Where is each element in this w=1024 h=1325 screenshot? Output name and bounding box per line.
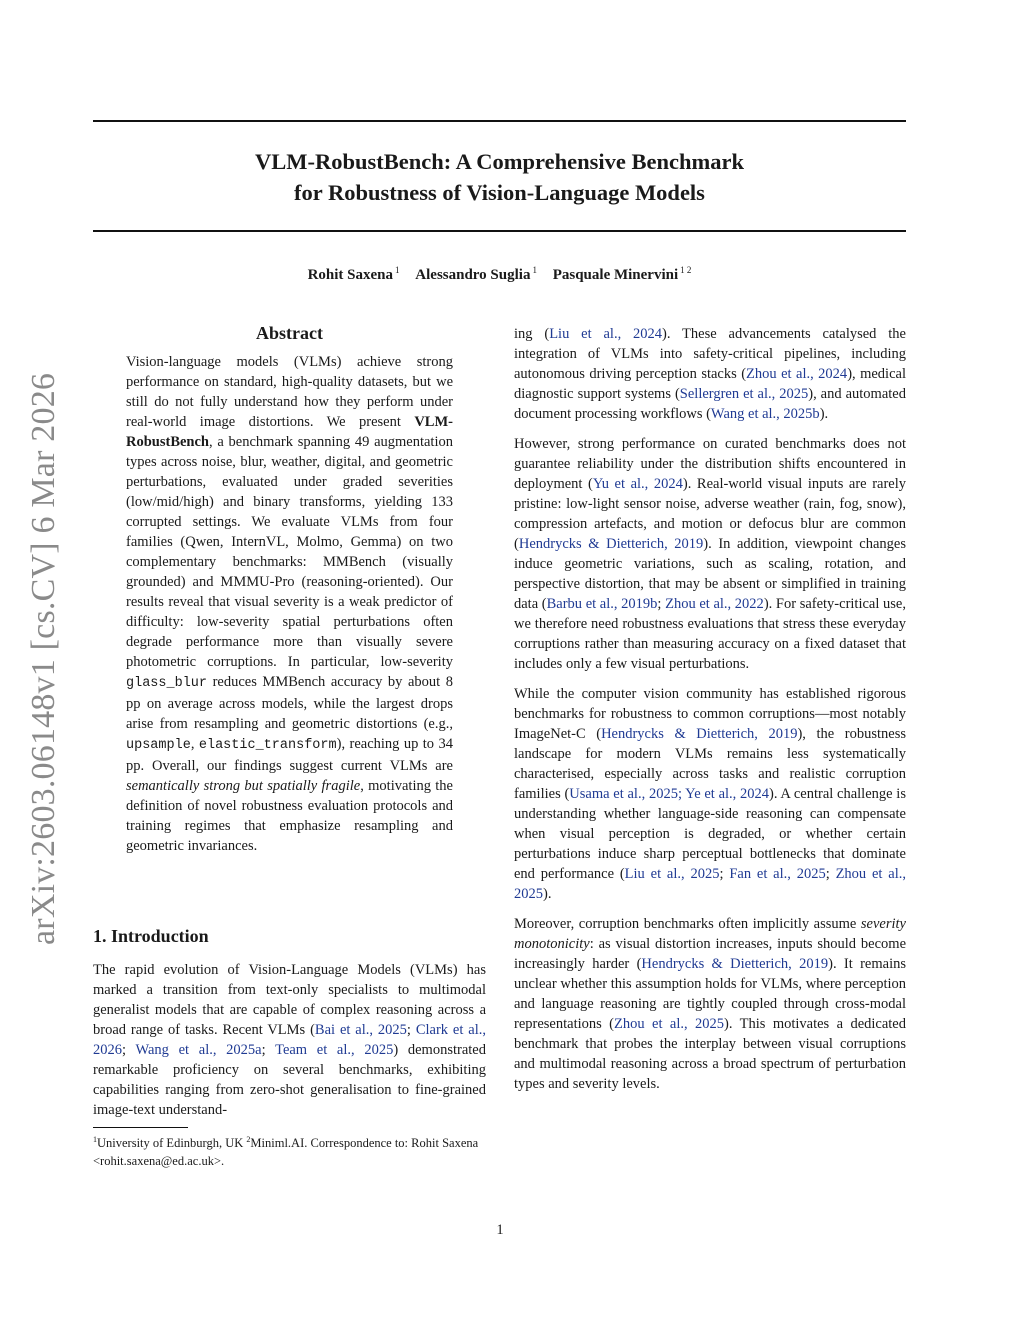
author-affiliation: 1 <box>395 265 400 275</box>
citation-link[interactable]: Usama et al., 2025; Ye et al., 2024 <box>569 786 770 802</box>
abstract-section <box>126 320 453 856</box>
intro-paragraph-1: The rapid evolution of Vision-Language Models (VLMs) has marked a transition from text-only specialists to multimodal generalist models that are capable of complex reasoning across a broad range of tasks. Recent VLMs (Bai et al., 2025; Clark et al., 2026; Wang et al., 2025a; Team et al., 2025) demonstrated remarkable proficiency on several benchmarks, exhibiting capabilities ranging from zero-shot generalisation to fine-grained image-text understand- <box>93 962 486 1118</box>
citation-link[interactable]: Bai et al., 2025 <box>314 1022 407 1038</box>
citation-link[interactable]: Wang et al., 2025b <box>710 406 820 422</box>
citation-link[interactable]: Fan et al., 2025 <box>729 866 826 882</box>
citation-link[interactable]: Liu et al., 2024 <box>549 326 663 342</box>
intro-paragraph-3: While the computer vision community has established rigorous benchmarks for robustness to common corruptions—most notably ImageNet-C (Hendrycks & Dietterich, 2019), the robustness landscape for modern VLMs remains less systematically characterised, especially across tasks and realistic corruption families (Usama et al., 2025; Ye et al., 2024). A central challenge is understanding whether language-side reasoning can compensate when visual perception is degraded, or whether certain perturbations induce sharp perceptual bottlenecks that dominate end performance (Liu et al., 2025; Fan et al., 2025; Zhou et al., 2025). <box>514 686 906 902</box>
intro-paragraph-1-continued: ing (Liu et al., 2024). These advancements catalysed the integration of VLMs into safety-critical pipelines, including autonomous driving perception stacks (Zhou et al., 2024), medical diagnostic support systems (Sellergren et al., 2025), and automated document processing workflows (Wang et al., 2025b). <box>514 326 906 422</box>
intro-paragraph-2: However, strong performance on curated benchmarks does not guarantee reliability under the distribution shifts encountered in deployment (Yu et al., 2024). Real-world visual inputs are rarely pristine: low-light sensor noise, adverse weather (rain, fog, snow), compression artefacts, and motion or defocus blur are common (Hendrycks & Dietterich, 2019). In addition, viewpoint changes induce geometric variations, such as scaling, rotation, and perspective distortion, that may be absent or simplified in training data (Barbu et al., 2019b; Zhou et al., 2022). For safety-critical use, we therefore need robustness evaluations that stress these everyday corruptions rather than measuring accuracy on a fixed dataset that includes only a few visual perturbations. <box>514 436 906 672</box>
code-elastic-transform: elastic_transform <box>198 738 337 753</box>
footnote-rule <box>93 1127 188 1128</box>
author-1 <box>308 267 400 283</box>
introduction-section <box>93 923 486 1120</box>
citation-link[interactable]: Sellergren et al., 2025 <box>679 386 809 402</box>
citation-link[interactable]: Zhou et al., 2025 <box>614 1016 725 1032</box>
citation-link[interactable]: Team et al., 2025 <box>275 1042 394 1058</box>
author-name: Pasquale Minervini <box>552 267 679 283</box>
citation-link[interactable]: Zhou et al., 2025 <box>514 866 906 902</box>
citation-link[interactable]: Liu et al., 2025 <box>624 866 720 882</box>
citation-link[interactable]: Yu et al., 2024 <box>592 476 683 492</box>
title-rule-bottom <box>93 230 906 232</box>
author-2 <box>415 267 537 283</box>
citation-link[interactable]: Hendrycks & Dietterich, 2019 <box>518 536 704 552</box>
abstract-heading: Abstract <box>256 323 323 343</box>
author-3 <box>553 267 692 283</box>
author-affiliation: 1 2 <box>680 265 692 275</box>
arxiv-identifier: arXiv:2603.06148v1 [cs.CV] 6 Mar 2026 <box>25 372 62 945</box>
paper-title <box>93 146 906 208</box>
author-affiliation: 1 <box>532 265 537 275</box>
author-list <box>93 265 906 284</box>
citation-link[interactable]: Hendrycks & Dietterich, 2019 <box>601 726 798 742</box>
citation-link[interactable]: Zhou et al., 2022 <box>665 596 764 612</box>
affiliation-footnote: $^1$University of Edinburgh, UK $^2$Miniml.AI. Correspondence to: Rohit Saxena <rohit.saxena@ed.ac.uk>. <box>93 1135 479 1168</box>
title-line-1: VLM-RobustBench: A Comprehensive Benchmark <box>255 149 744 174</box>
benchmark-name: VLM-RobustBench <box>126 414 453 450</box>
author-name: Alessandro Suglia <box>415 267 531 283</box>
code-glass-blur: glass_blur <box>126 676 208 691</box>
emphasis-term: severity monotonicity <box>514 916 906 952</box>
abstract-text: Vision-language models (VLMs) achieve strong performance on standard, high-quality datasets, but we still do not fully understand how they perform under real-world image distortions. We present VLM-RobustBench, a benchmark spanning 49 augmentation types across noise, blur, weather, digital, and geometric perturbations, evaluated under graded severities (low/mid/high) and binary transforms, yielding 133 corrupted settings. We evaluate VLMs from four families (Qwen, InternVL, Molmo, Gemma) on two complementary benchmarks: MMBench (visually grounded) and MMMU-Pro (reasoning-oriented). Our results reveal that visual severity is a weak predictor of difficulty: low-severity spatial perturbations often degrade performance more than visually severe photometric corruptions. In particular, low-severity glass_blur reduces MMBench accuracy by about 8 pp on average across models, while the largest drops arise from resampling and geometric distortions (e.g., upsample, elastic_transform), reaching up to 34 pp. Overall, our findings suggest current VLMs are semantically strong but spatially fragile, motivating the definition of novel robustness evaluation protocols and training regimes that emphasize resampling and geometric invariances. <box>126 354 453 854</box>
introduction-heading: 1. Introduction <box>93 926 209 946</box>
author-name: Rohit Saxena <box>307 267 394 283</box>
page-number: 1 <box>496 1222 504 1238</box>
citation-link[interactable]: Clark et al., 2026 <box>93 1022 486 1058</box>
citation-link[interactable]: Wang et al., 2025a <box>135 1042 262 1058</box>
abstract-emphasis: semantically strong but spatially fragile <box>126 778 361 794</box>
code-upsample: upsample <box>126 738 191 753</box>
title-rule-top <box>93 120 906 122</box>
citation-link[interactable]: Zhou et al., 2024 <box>746 366 848 382</box>
citation-link[interactable]: Barbu et al., 2019b <box>546 596 658 612</box>
citation-link[interactable]: Hendrycks & Dietterich, 2019 <box>641 956 829 972</box>
right-column <box>514 324 906 1094</box>
intro-paragraph-4: Moreover, corruption benchmarks often implicitly assume severity monotonicity: as visual distortion increases, inputs should become increasingly harder (Hendrycks & Dietterich, 2019). It remains unclear whether this assumption holds for VLMs, where perception and language reasoning are tightly coupled through cross-modal representations (Zhou et al., 2025). This motivates a dedicated benchmark that probes the interplay between visual corruptions and multimodal reasoning across a broad spectrum of perturbation types and severity levels. <box>514 916 906 1092</box>
title-line-2: for Robustness of Vision-Language Models <box>294 180 705 205</box>
